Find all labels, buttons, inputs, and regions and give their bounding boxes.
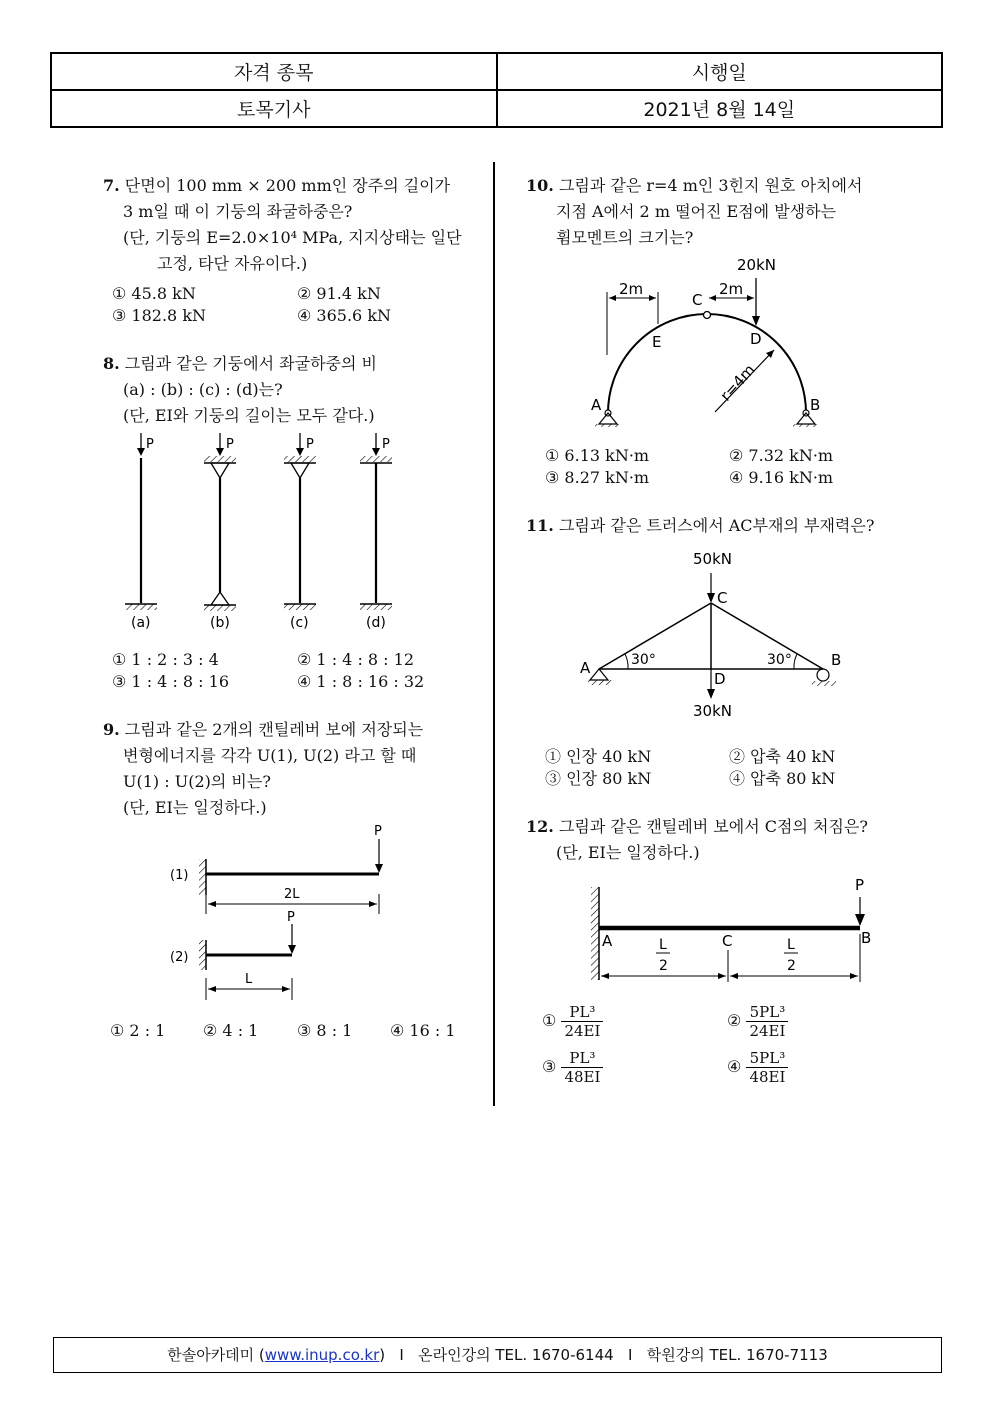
q12-option-4-denominator: 48EI: [749, 1068, 786, 1086]
q8-label-d: (d): [366, 615, 386, 631]
q8-column-a: [125, 433, 157, 631]
footer-url-link[interactable]: www.inup.co.kr: [264, 1346, 380, 1364]
q12-option-2-denominator: 24EI: [749, 1022, 786, 1040]
q12-option-3-mark: ③: [542, 1057, 557, 1076]
q11-option-1: ① 인장 40 kN: [545, 747, 652, 766]
footer: [53, 1337, 942, 1373]
header-col2-label: 시행일: [497, 53, 943, 90]
q10-load-label: 20kN: [737, 256, 776, 274]
q12-option-2: [727, 1003, 788, 1040]
q10-label-c: C: [692, 291, 703, 309]
q8-column-c: [284, 433, 316, 631]
q10-line3: 휨모멘트의 크기는?: [556, 228, 694, 247]
q12-seg2-num: L: [787, 937, 795, 953]
q11-angle-right: 30°: [767, 652, 792, 668]
q10-radius-label: r=4m: [716, 360, 759, 405]
q8-column-figure: [115, 430, 415, 635]
q12-label-c: C: [722, 932, 733, 950]
q7-option-1: ① 45.8 kN: [112, 284, 196, 303]
q12-label-b: B: [861, 929, 872, 947]
q11-bottom-load: 30kN: [693, 702, 732, 720]
q11-label-d: D: [714, 670, 726, 688]
q10-number: 10.: [526, 176, 554, 195]
q10-arch-figure: [585, 252, 835, 427]
q11-number: 11.: [526, 516, 554, 535]
q11-truss-figure: [576, 545, 846, 723]
q12-option-3-denominator: 48EI: [564, 1068, 601, 1086]
header-table: [50, 52, 943, 128]
q12-number: 12.: [526, 817, 554, 836]
q12-option-3-fraction: [561, 1049, 603, 1086]
q11-label-c: C: [717, 589, 728, 607]
header-col1-value: 토목기사: [51, 90, 497, 127]
q8-option-2: ② 1 : 4 : 8 : 12: [297, 650, 415, 669]
q11-line1: 그림과 같은 트러스에서 AC부재의 부재력은?: [558, 516, 875, 535]
q8-cond1: (단, EI와 기둥의 길이는 모두 같다.): [123, 406, 375, 425]
q9-line3: U(1) : U(2)의 비는?: [123, 772, 271, 791]
q12-cond1: (단, EI는 일정하다.): [556, 843, 700, 862]
q12-option-3-numerator: PL³: [561, 1049, 603, 1068]
q12-line1: 그림과 같은 캔틸레버 보에서 C점의 처짐은?: [558, 817, 868, 836]
q10-option-2: ② 7.32 kN·m: [729, 446, 834, 465]
footer-separator-1: I: [399, 1346, 404, 1364]
q9-length2: L: [245, 972, 253, 987]
q7-line2: 3 m일 때 이 기둥의 좌굴하중은?: [123, 202, 353, 221]
q10-label-d: D: [750, 330, 762, 348]
q12-option-1-denominator: 24EI: [564, 1022, 601, 1040]
q11-option-2: ② 압축 40 kN: [729, 747, 836, 766]
q7-cond1: (단, 기둥의 E=2.0×10⁴ MPa, 지지상태는 일단: [123, 228, 462, 247]
q8-column-d: [360, 433, 392, 631]
q9-beam1-label: (1): [170, 868, 189, 883]
q12-load-label: P: [855, 876, 865, 894]
q9-load2: P: [287, 910, 295, 925]
q8-load-d: P: [382, 437, 390, 452]
header-col2-value: 2021년 8월 14일: [497, 90, 943, 127]
q8-load-a: P: [146, 437, 154, 452]
q9-load1: P: [374, 824, 382, 839]
q12-option-3: [542, 1049, 603, 1086]
q7-option-3: ③ 182.8 kN: [112, 306, 207, 325]
q10-line1: 그림과 같은 r=4 m인 3힌지 원호 아치에서: [558, 176, 863, 195]
q12-option-2-numerator: 5PL³: [746, 1003, 788, 1022]
question-8: [103, 351, 483, 429]
q9-number: 9.: [103, 720, 120, 739]
q8-load-b: P: [226, 437, 234, 452]
q10-option-4: ④ 9.16 kN·m: [729, 468, 834, 487]
q8-label-c: (c): [290, 615, 309, 631]
footer-offline: 학원강의 TEL. 1670-7113: [646, 1346, 828, 1364]
q9-cantilever-figure: [165, 822, 405, 1007]
q12-option-1-mark: ①: [542, 1011, 557, 1030]
q8-label-b: (b): [210, 615, 230, 631]
footer-online: 온라인강의 TEL. 1670-6144: [418, 1346, 614, 1364]
q11-option-4: ④ 압축 80 kN: [729, 769, 836, 788]
q10-dim1: 2m: [619, 280, 644, 298]
q10-label-e: E: [652, 333, 662, 351]
q8-line2: (a) : (b) : (c) : (d)는?: [123, 380, 283, 399]
q11-label-b: B: [831, 651, 842, 669]
q9-length1: 2L: [284, 887, 300, 902]
q8-column-b: [204, 433, 236, 631]
q10-line2: 지점 A에서 2 m 떨어진 E점에 발생하는: [556, 202, 837, 221]
q9-option-1: ① 2 : 1: [110, 1021, 166, 1040]
q12-seg2-den: 2: [787, 958, 796, 974]
q12-seg1-den: 2: [659, 958, 668, 974]
q10-option-3: ③ 8.27 kN·m: [545, 468, 650, 487]
q9-beam2-label: (2): [170, 950, 189, 965]
question-9: [103, 717, 488, 821]
q10-label-a: A: [591, 396, 602, 414]
q12-option-2-mark: ②: [727, 1011, 742, 1030]
q12-seg1-num: L: [659, 937, 667, 953]
q8-number: 8.: [103, 354, 120, 373]
q11-top-load: 50kN: [693, 550, 732, 568]
q11-label-a: A: [580, 659, 591, 677]
q7-option-4: ④ 365.6 kN: [297, 306, 392, 325]
q8-load-c: P: [306, 437, 314, 452]
footer-academy: 한솔아카데미 (: [167, 1346, 265, 1364]
q12-label-a: A: [602, 932, 613, 950]
q7-option-2: ② 91.4 kN: [297, 284, 381, 303]
q12-option-4-numerator: 5PL³: [746, 1049, 788, 1068]
q9-option-3: ③ 8 : 1: [297, 1021, 353, 1040]
q7-cond2: 고정, 타단 자유이다.): [157, 254, 308, 273]
q12-option-4: [727, 1049, 788, 1086]
q8-option-3: ③ 1 : 4 : 8 : 16: [112, 672, 230, 691]
q9-line1: 그림과 같은 2개의 캔틸레버 보에 저장되는: [124, 720, 424, 739]
question-10: [526, 173, 926, 251]
question-11: [526, 513, 946, 539]
q12-option-4-fraction: [746, 1049, 788, 1086]
column-divider: [493, 162, 495, 1106]
q10-option-1: ① 6.13 kN·m: [545, 446, 650, 465]
question-12: [526, 814, 946, 866]
q8-line1: 그림과 같은 기둥에서 좌굴하중의 비: [124, 354, 377, 373]
q10-dim2: 2m: [719, 280, 744, 298]
question-7: [103, 173, 483, 277]
q8-label-a: (a): [131, 615, 151, 631]
footer-separator-2: I: [627, 1346, 633, 1364]
q9-option-4: ④ 16 : 1: [390, 1021, 456, 1040]
q12-option-2-fraction: [746, 1003, 788, 1040]
q12-option-1: [542, 1003, 603, 1040]
footer-after-url: ): [379, 1346, 386, 1364]
q12-cantilever-figure: [580, 870, 880, 995]
q9-option-2: ② 4 : 1: [203, 1021, 259, 1040]
header-col1-label: 자격 종목: [51, 53, 497, 90]
q9-cond1: (단, EI는 일정하다.): [123, 798, 267, 817]
q11-angle-left: 30°: [631, 652, 656, 668]
q9-line2: 변형에너지를 각각 U(1), U(2) 라고 할 때: [123, 746, 417, 765]
q7-number: 7.: [103, 176, 120, 195]
q12-option-1-numerator: PL³: [561, 1003, 603, 1022]
q12-option-1-fraction: [561, 1003, 603, 1040]
q8-option-1: ① 1 : 2 : 3 : 4: [112, 650, 219, 669]
q10-label-b: B: [810, 396, 821, 414]
q7-line1: 단면이 100 mm × 200 mm인 장주의 길이가: [124, 176, 451, 195]
q11-option-3: ③ 인장 80 kN: [545, 769, 652, 788]
q12-option-4-mark: ④: [727, 1057, 742, 1076]
q8-option-4: ④ 1 : 8 : 16 : 32: [297, 672, 425, 691]
